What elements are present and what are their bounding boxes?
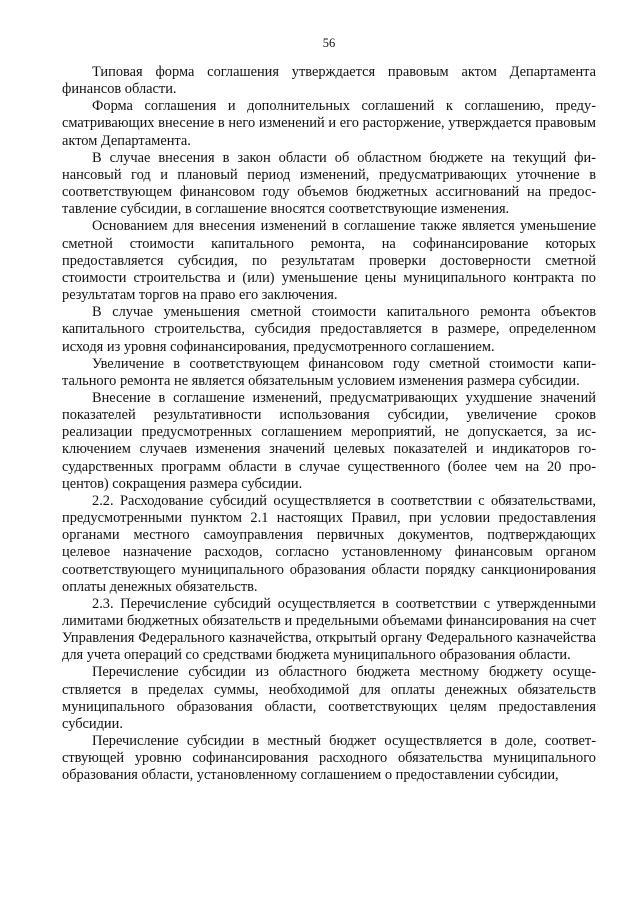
- paragraph: Основанием для внесения изменений в соглашение также является уменьшение сметной стоимости капитального ремонта, на софинансирование которых предоставляется субсидия, по результатам проверки достоверности сметной стоимости строительства и (или) уменьшение цены муниципального контракта по результатам торгов на право его заключения.: [62, 218, 596, 304]
- paragraph: Перечисление субсидии из областного бюджета местному бюджету осуществляется в пределах суммы, необходимой для оплаты денежных обязательств муниципального образования области, соответствующих целям предоставления субсидии.: [62, 664, 596, 732]
- paragraph: Форма соглашения и дополнительных соглашений к соглашению, предусматривающих внесение в него изменений и его расторжение, утверждается правовым актом Департамента.: [62, 98, 596, 149]
- paragraph: Увеличение в соответствующем финансовом году сметной стоимости капитального ремонта не является обязательным условием изменения размера субсидии.: [62, 355, 596, 389]
- paragraph: В случае внесения в закон области об областном бюджете на текущий финансовый год и плановый период изменений, предусматривающих уточнение в соответствующем финансовом году объемов бюджетных ассигнований на предоставление субсидии, в соглашение вносятся соответствующие изменения.: [62, 149, 596, 218]
- document-body: [62, 64, 596, 785]
- paragraph: Перечисление субсидии в местный бюджет осуществляется в доле, соответствующей уровню софинансирования расходного обязательства муниципального образования области, установленному соглашением о предоставлении субсидии,: [62, 733, 596, 784]
- paragraph: В случае уменьшения сметной стоимости капитального ремонта объектов капитального строительства, субсидия предоставляется в размере, определенном исходя из уровня софинансирования, предусмотренного соглашением.: [62, 304, 596, 355]
- page-number: 56: [322, 36, 336, 50]
- paragraph: Типовая форма соглашения утверждается правовым актом Департамента финансов области.: [62, 64, 596, 98]
- paragraph: Внесение в соглашение изменений, предусматривающих ухудшение значений показателей результативности использования субсидии, увеличение сроков реализации предусмотренных соглашением мероприятий, не допускается, за исключением случаев изменения значений целевых показателей и индикаторов государственных программ области в случае существенного (более чем на 20 процентов) сокращения размера субсидии.: [62, 389, 596, 492]
- paragraph: 2.3. Перечисление субсидий осуществляется в соответствии с утвержденными лимитами бюджетных обязательств и предельными объемами финансирования на счет Управления Федерального казначейства, открытый органу Федерального казначейства для учета операций со средствами бюджета муниципального образования области.: [62, 595, 596, 664]
- paragraph: 2.2. Расходование субсидий осуществляется в соответствии с обязательствами, предусмотренными пунктом 2.1 настоящих Правил, при условии предоставления органами местного самоуправления первичных документов, подтверждающих целевое назначение расходов, согласно установленному финансовым органом соответствующего муниципального образования области порядку санкционирования оплаты денежных обязательств.: [62, 492, 596, 595]
